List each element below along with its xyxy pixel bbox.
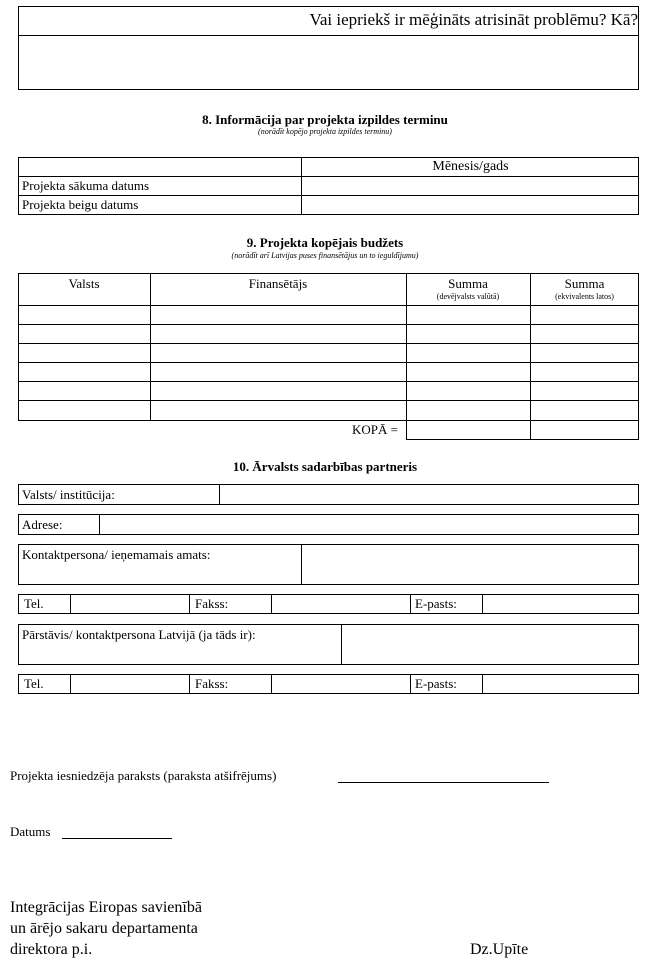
budget-header-finansetajs: Finansētājs (248, 276, 308, 291)
section8-column-header: Mēnesis/gads (432, 159, 509, 174)
representative-tel-label: Tel. (24, 676, 44, 691)
partner-tel-label: Tel. (24, 596, 44, 611)
problem-answer-field[interactable] (20, 37, 637, 88)
partner-address-label: Adrese: (22, 517, 63, 532)
partner-country-field[interactable] (221, 486, 637, 503)
section10-title: 10. Ārvalsts sadarbības partneris (232, 459, 418, 474)
phone-row-divider-4 (410, 594, 411, 614)
budget-row-divider-2 (18, 324, 639, 325)
rep-phone-row-divider-4 (410, 674, 411, 694)
partner-country-label: Valsts/ institūcija: (22, 487, 115, 502)
phone-row-divider-1 (70, 594, 71, 614)
partner-contact-field[interactable] (303, 546, 637, 583)
rep-phone-row-divider-1 (70, 674, 71, 694)
budget-col-divider-1 (150, 273, 151, 421)
partner-contact-divider (301, 544, 302, 585)
representative-email-label: E-pasts: (415, 676, 457, 691)
partner-tel-field[interactable] (72, 596, 187, 612)
section8-subtitle: (norādīt kopējo projekta izpildes terminu) (258, 127, 392, 136)
latvia-representative-divider (341, 624, 342, 665)
budget-row-divider-5 (18, 381, 639, 382)
date-label: Datums (10, 824, 51, 839)
partner-email-field[interactable] (484, 596, 637, 612)
budget-row-divider-1 (18, 305, 639, 306)
section8-row-end-label: Projekta beigu datums (22, 197, 139, 212)
budget-header-summa-foreign-note: (devējvalsts valūtā) (436, 292, 500, 301)
end-date-field[interactable] (303, 197, 637, 213)
budget-total-label: KOPĀ = (352, 422, 398, 437)
signature-line[interactable] (338, 782, 549, 783)
budget-header-summa-foreign: Summa (448, 276, 488, 291)
budget-row-divider-4 (18, 362, 639, 363)
phone-row-divider-2 (189, 594, 190, 614)
total-amount-foreign-field[interactable] (408, 422, 528, 438)
total-amount-lats-field[interactable] (532, 422, 637, 438)
representative-fax-label: Fakss: (195, 676, 229, 691)
rep-phone-row-divider-3 (271, 674, 272, 694)
start-date-field[interactable] (303, 178, 637, 194)
latvia-representative-label: Pārstāvis/ kontaktpersona Latvijā (ja tāds ir): (22, 627, 256, 642)
rep-phone-row-divider-2 (189, 674, 190, 694)
section9-title: 9. Projekta kopējais budžets (246, 235, 404, 250)
partner-contact-label: Kontaktpersona/ ieņemamais amats: (22, 547, 211, 562)
representative-tel-field[interactable] (72, 676, 187, 692)
section8-row-divider-2 (18, 195, 639, 196)
footer-signatory-name: Dz.Upīte (470, 941, 529, 958)
rep-phone-row-divider-5 (482, 674, 483, 694)
footer-line-3: direktora p.i. (10, 941, 93, 958)
partner-address-field[interactable] (101, 516, 637, 533)
partner-country-divider (219, 484, 220, 505)
partner-fax-field[interactable] (273, 596, 408, 612)
phone-row-divider-5 (482, 594, 483, 614)
budget-row-divider-6 (18, 400, 639, 401)
representative-fax-field[interactable] (273, 676, 408, 692)
section8-row-start-label: Projekta sākuma datums (22, 178, 150, 193)
budget-row-divider-3 (18, 343, 639, 344)
section8-row-divider-1 (18, 176, 639, 177)
signature-label: Projekta iesniedzēja paraksts (paraksta atšifrējums) (10, 768, 277, 783)
partner-address-divider (99, 514, 100, 535)
problem-question-divider (18, 35, 639, 36)
latvia-representative-field[interactable] (343, 626, 637, 663)
representative-email-field[interactable] (484, 676, 637, 692)
budget-header-valsts: Valsts (68, 276, 100, 291)
problem-question-label: Vai iepriekš ir mēģināts atrisināt problēmu? Kā? (309, 10, 638, 29)
partner-email-label: E-pasts: (415, 596, 457, 611)
footer-line-1: Integrācijas Eiropas savienībā (10, 899, 202, 916)
budget-header-summa-lats-note: (ekvivalents latos) (555, 292, 614, 301)
budget-header-summa-lats: Summa (564, 276, 605, 291)
date-line[interactable] (62, 838, 172, 839)
section8-title: 8. Informācija par projekta izpildes terminu (202, 112, 448, 127)
footer-line-2: un ārējo sakaru departamenta (10, 920, 198, 937)
section9-subtitle: (norādīt arī Latvijas puses finansētājus un to ieguldījumu) (231, 251, 419, 260)
phone-row-divider-3 (271, 594, 272, 614)
partner-fax-label: Fakss: (195, 596, 229, 611)
